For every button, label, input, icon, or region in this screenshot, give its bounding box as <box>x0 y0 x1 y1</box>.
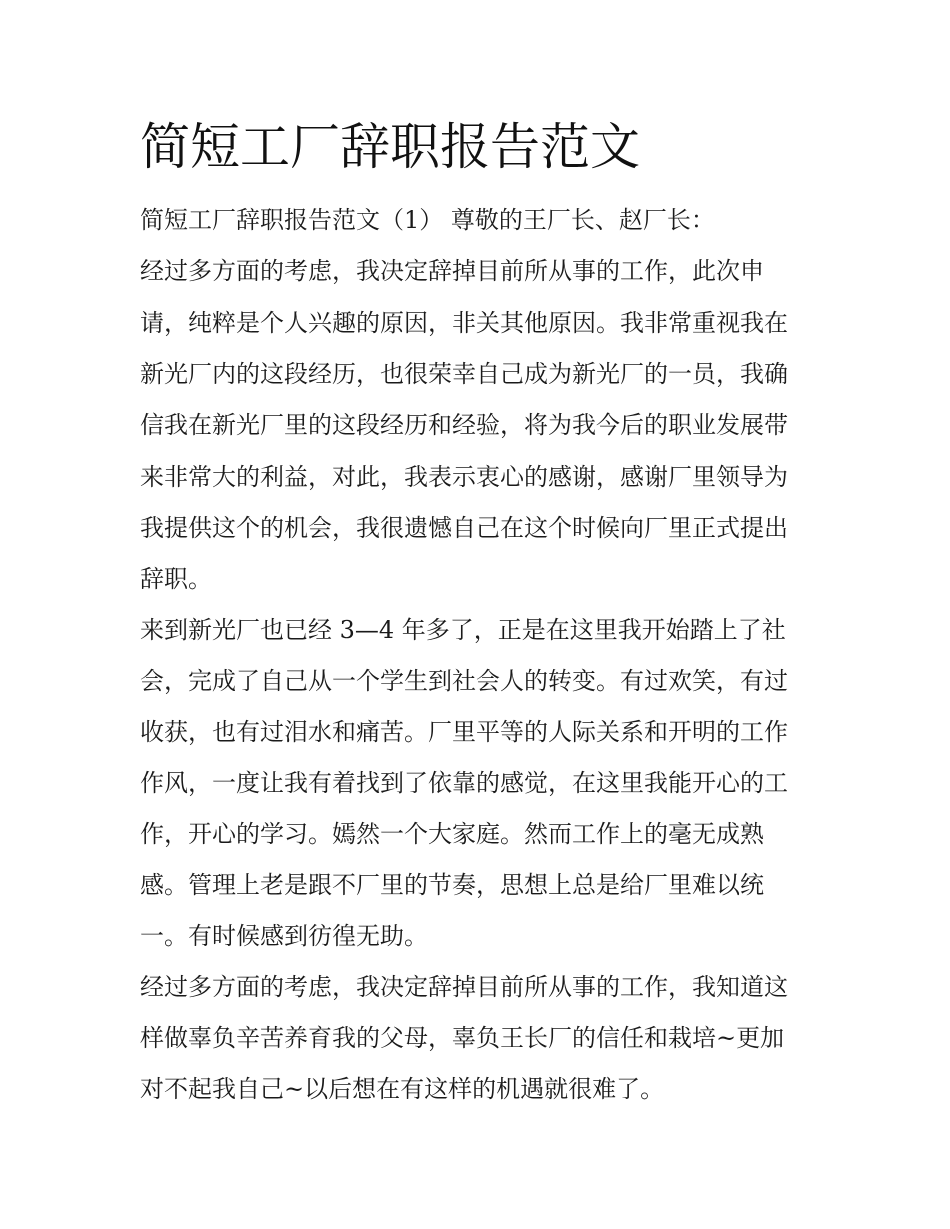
text-line: 收获，也有过泪水和痛苦。厂里平等的人际关系和开明的工作 <box>140 718 788 746</box>
text-line: 我提供这个的机会，我很遗憾自己在这个时候向厂里正式提出 <box>140 514 788 542</box>
text-line: 作风，一度让我有着找到了依靠的感觉，在这里我能开心的工 <box>140 769 788 797</box>
text-line: 对不起我自己~以后想在有这样的机遇就很难了。 <box>140 1075 665 1103</box>
text-line: 信我在新光厂里的这段经历和经验，将为我今后的职业发展带 <box>140 411 788 439</box>
text-line: 一。有时候感到彷徨无助。 <box>140 922 428 950</box>
text-line: 会，完成了自己从一个学生到社会人的转变。有过欢笑，有过 <box>140 667 788 695</box>
text-line: 来到新光厂也已经 3—4 年多了，正是在这里我开始踏上了社 <box>140 616 786 644</box>
text-line: 来非常大的利益，对此，我表示衷心的感谢，感谢厂里领导为 <box>140 463 788 491</box>
text-line: 简短工厂辞职报告范文（1） 尊敬的王厂长、赵厂长： <box>140 206 715 234</box>
text-line: 请，纯粹是个人兴趣的原因，非关其他原因。我非常重视我在 <box>140 309 788 337</box>
text-line: 样做辜负辛苦养育我的父母，辜负王长厂的信任和栽培~更加 <box>140 1024 785 1052</box>
text-line: 经过多方面的考虑，我决定辞掉目前所从事的工作，此次申 <box>140 257 764 285</box>
text-line: 新光厂内的这段经历，也很荣幸自己成为新光厂的一员，我确 <box>140 360 788 388</box>
text-line: 经过多方面的考虑，我决定辞掉目前所从事的工作，我知道这 <box>140 973 788 1001</box>
text-line: 感。管理上老是跟不厂里的节奏，思想上总是给厂里难以统 <box>140 871 764 899</box>
document-title: 简短工厂辞职报告范文 <box>140 118 640 176</box>
text-line: 辞职。 <box>140 565 212 593</box>
text-line: 作，开心的学习。嫣然一个大家庭。然而工作上的毫无成熟 <box>140 820 764 848</box>
